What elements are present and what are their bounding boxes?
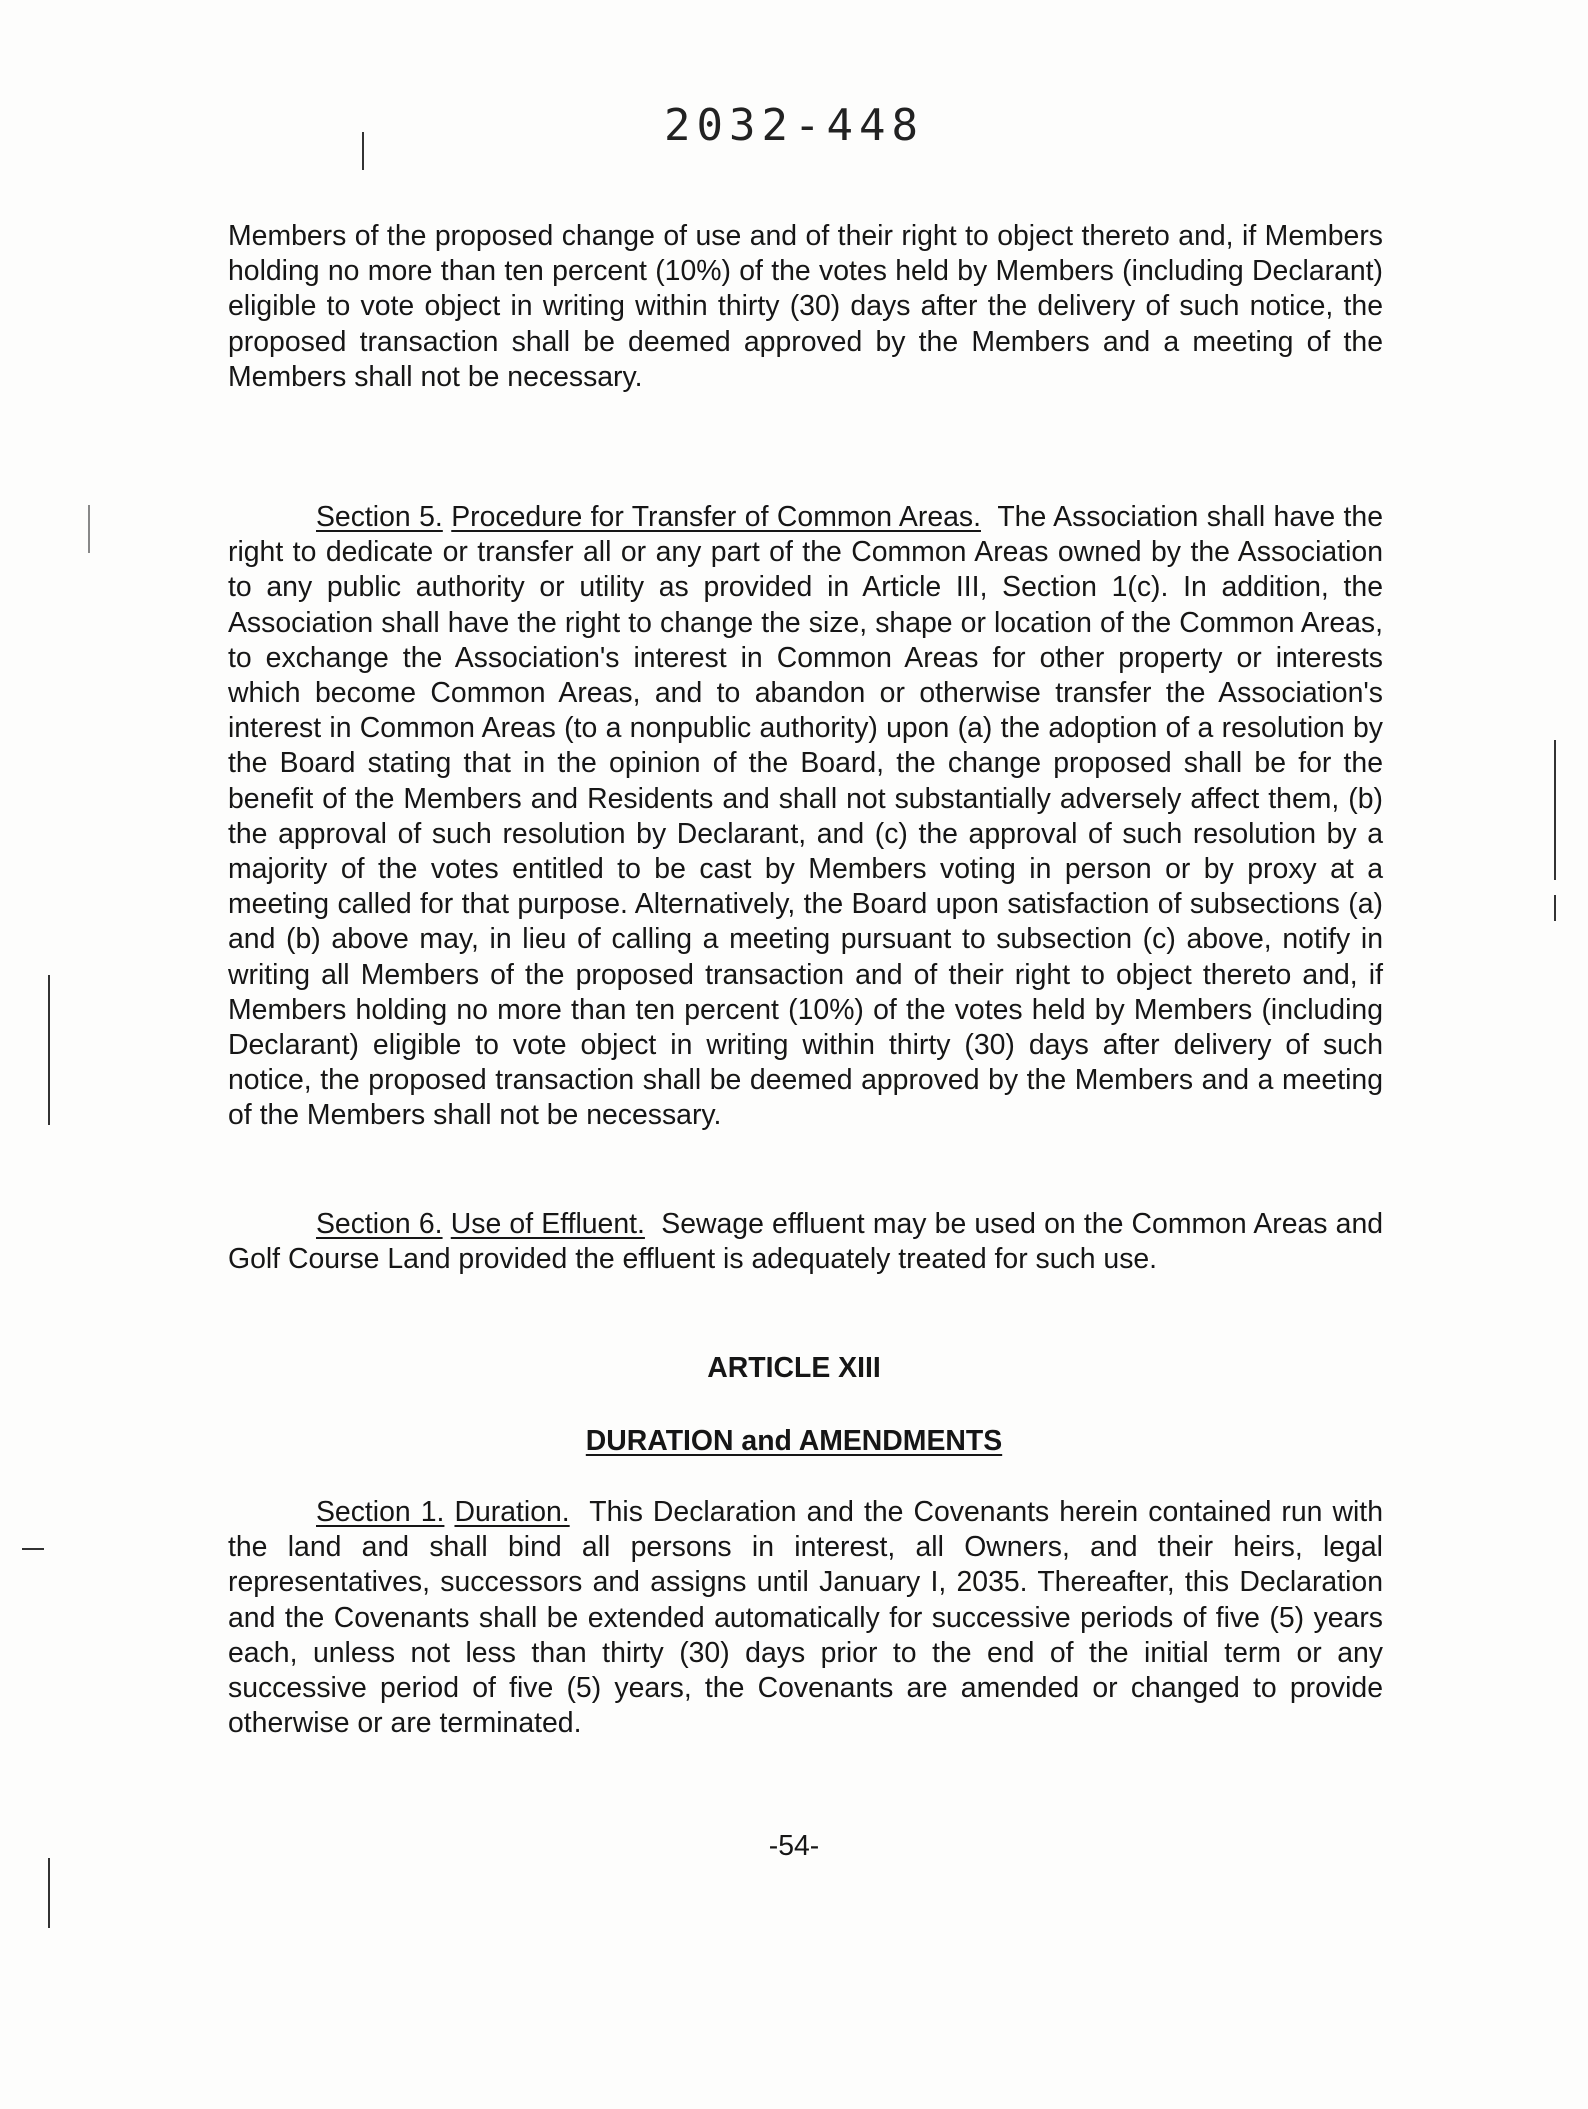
section-5-text: The Association shall have the right to dedicate or transfer all or any part of the Common Areas owned by the Association to any public authority or utility as provided in Article III, Section 1(c). In addition, the Association shall have the right to change the size, shape or location of the Common Areas, to exchange the Association's interest in Common Areas for other property or interests which become Common Areas, and to abandon or otherwise transfer the Association's interest in Common Areas (to a nonpublic authority) upon (a) the adoption of a resolution by the Board stating that in the opinion of the Board, the change proposed shall be for the benefit of the Members and Residents and shall not substantially adversely affect them, (b) the approval of such resolution by Declarant, and (c) the approval of such resolution by a majority of the votes entitled to be cast by Members voting in person or by proxy at a meeting called for that purpose. Alternatively, the Board upon satisfaction of subsections (a) and (b) above may, in lieu of calling a meeting pursuant to subsection (c) above, notify in writing all Members of the proposed transaction and of their right to object thereto and, if Members holding no more than ten percent (10%) of the votes held by Members (including Declarant) eligible to vote object in writing within thirty (30) days after delivery of such notice, the proposed transaction shall be deemed approved by the Members and a meeting of the Members shall not be necessary.: [228, 501, 1384, 1132]
section-1-text: This Declaration and the Covenants herein contained run with the land and shall bind all persons in interest, all Owners, and their heirs, legal representatives, successors and assigns until January I, 2035. Thereafter, this Declaration and the Covenants shall be extended automatically for successive periods of five (5) years each, unless not less than thirty (30) days prior to the end of the initial term or any successive period of five (5) years, the Covenants are amended or changed to provide otherwise or are terminated.: [228, 1496, 1383, 1740]
section-1-title: Duration.: [454, 1496, 570, 1528]
section-6-paragraph: [228, 1207, 1383, 1277]
scan-mark: [22, 1548, 44, 1550]
scan-mark: [362, 132, 364, 170]
article-heading: ARTICLE XIII: [707, 1352, 881, 1384]
scan-mark: [48, 975, 50, 1125]
section-1-paragraph: [228, 1495, 1383, 1741]
section-1-number: Section 1.: [316, 1496, 445, 1528]
document-number: 2032-448: [664, 100, 924, 151]
section-6-number: Section 6.: [316, 1208, 443, 1240]
scan-mark: [88, 505, 90, 553]
article-subheading-wrap: [0, 1425, 1588, 1458]
continuation-paragraph: Members of the proposed change of use and of their right to object thereto and, if Members holding no more than ten percent (10%) of the votes held by Members (including Declarant) eligible to vote object in writing within thirty (30) days after the delivery of such notice, the proposed transaction shall be deemed approved by the Members and a meeting of the Members shall not be necessary.: [228, 220, 1383, 393]
scan-mark: [1554, 895, 1556, 921]
section-6-title: Use of Effluent.: [450, 1208, 645, 1240]
scan-mark: [48, 1858, 50, 1928]
section-5-paragraph: [228, 500, 1383, 1134]
page-number: -54-: [768, 1830, 820, 1862]
article-subheading: DURATION and AMENDMENTS: [585, 1425, 1003, 1457]
section-5-number: Section 5.: [316, 501, 443, 533]
section-5-title: Procedure for Transfer of Common Areas.: [451, 501, 981, 533]
scan-mark: [1554, 740, 1556, 880]
section-6-text: Sewage effluent may be used on the Common Areas and Golf Course Land provided the effluent is adequately treated for such use.: [228, 1208, 1384, 1276]
